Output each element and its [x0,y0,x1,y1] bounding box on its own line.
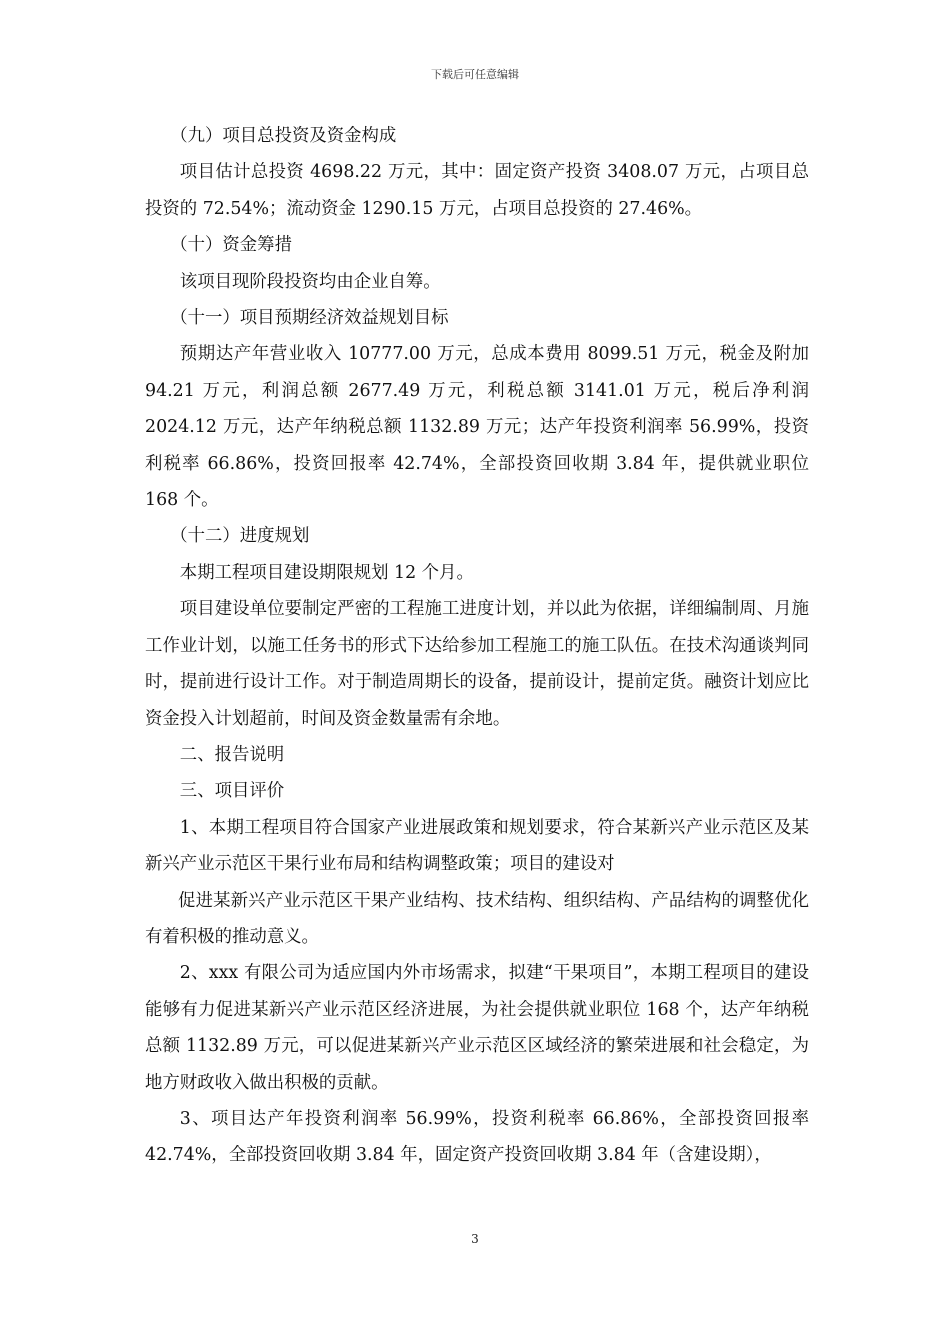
document-body [145,118,809,1174]
paragraph-total-investment: 项目估计总投资 4698.22 万元，其中：固定资产投资 3408.07 万元，占项目总投资的 72.54%；流动资金 1290.15 万元，占项目总投资的 27.46%。 [145,162,809,219]
section-heading-report-notes: 二、报告说明 [179,744,285,765]
paragraph-evaluation-1: 1、本期工程项目符合国家产业进展政策和规划要求，符合某新兴产业示范区及某新兴产业示范区干果行业布局和结构调整政策；项目的建设对 [145,817,809,875]
paragraph-evaluation-3: 3、项目达产年投资利润率 56.99%，投资利税率 66.86%，全部投资回报率 42.74%，全部投资回收期 3.84 年，固定资产投资回收期 3.84 年（含建设期）， [145,1108,809,1166]
paragraph-economic-benefits: 预期达产年营业收入 10777.00 万元，总成本费用 8099.51 万元，税金及附加 94.21 万元，利润总额 2677.49 万元，利税总额 3141.01 万元，税后净利润 2024.12 万元，达产年纳税总额 1132.89 万元；达产年投资利润率 56.99%，投资利税率 66.86%，投资回报率 42.74%，全部投资回收期 3.84 年，提供就业职位 168 个。 [145,344,809,511]
section-heading-11: （十一）项目预期经济效益规划目标 [170,308,449,329]
paragraph-construction-period: 本期工程项目建设期限规划 12 个月。 [179,562,474,583]
section-heading-9: （九）项目总投资及资金构成 [170,126,397,146]
paragraph-schedule-plan: 项目建设单位要制定严密的工程施工进度计划，并以此为依据，详细编制周、月施工作业计划，以施工任务书的形式下达给参加工程施工的施工队伍。在技术沟通谈判同时，提前进行设计工作。对于制造周期长的设备，提前设计，提前定货。融资计划应比资金投入计划超前，时间及资金数量需有余地。 [145,599,809,729]
paragraph-evaluation-1-cont: 促进某新兴产业示范区干果产业结构、技术结构、组织结构、产品结构的调整优化有着积极的推动意义。 [145,890,809,947]
paragraph-funding: 该项目现阶段投资均由企业自筹。 [179,271,441,292]
section-heading-evaluation: 三、项目评价 [179,781,285,802]
paragraph-evaluation-2: 2、xxx 有限公司为适应国内外市场需求，拟建“干果项目”，本期工程项目的建设能够有力促进某新兴产业示范区经济进展，为社会提供就业职位 168 个，达产年纳税总额 1132.89 万元，可以促进某新兴产业示范区区域经济的繁荣进展和社会稳定，为地方财政收入做出积极的贡献。 [145,963,809,1093]
page-number: 3 [471,1232,479,1246]
section-heading-10: （十）资金筹措 [170,235,292,256]
page-header: 下载后可任意编辑 [431,68,519,81]
section-heading-12: （十二）进度规划 [170,526,310,547]
